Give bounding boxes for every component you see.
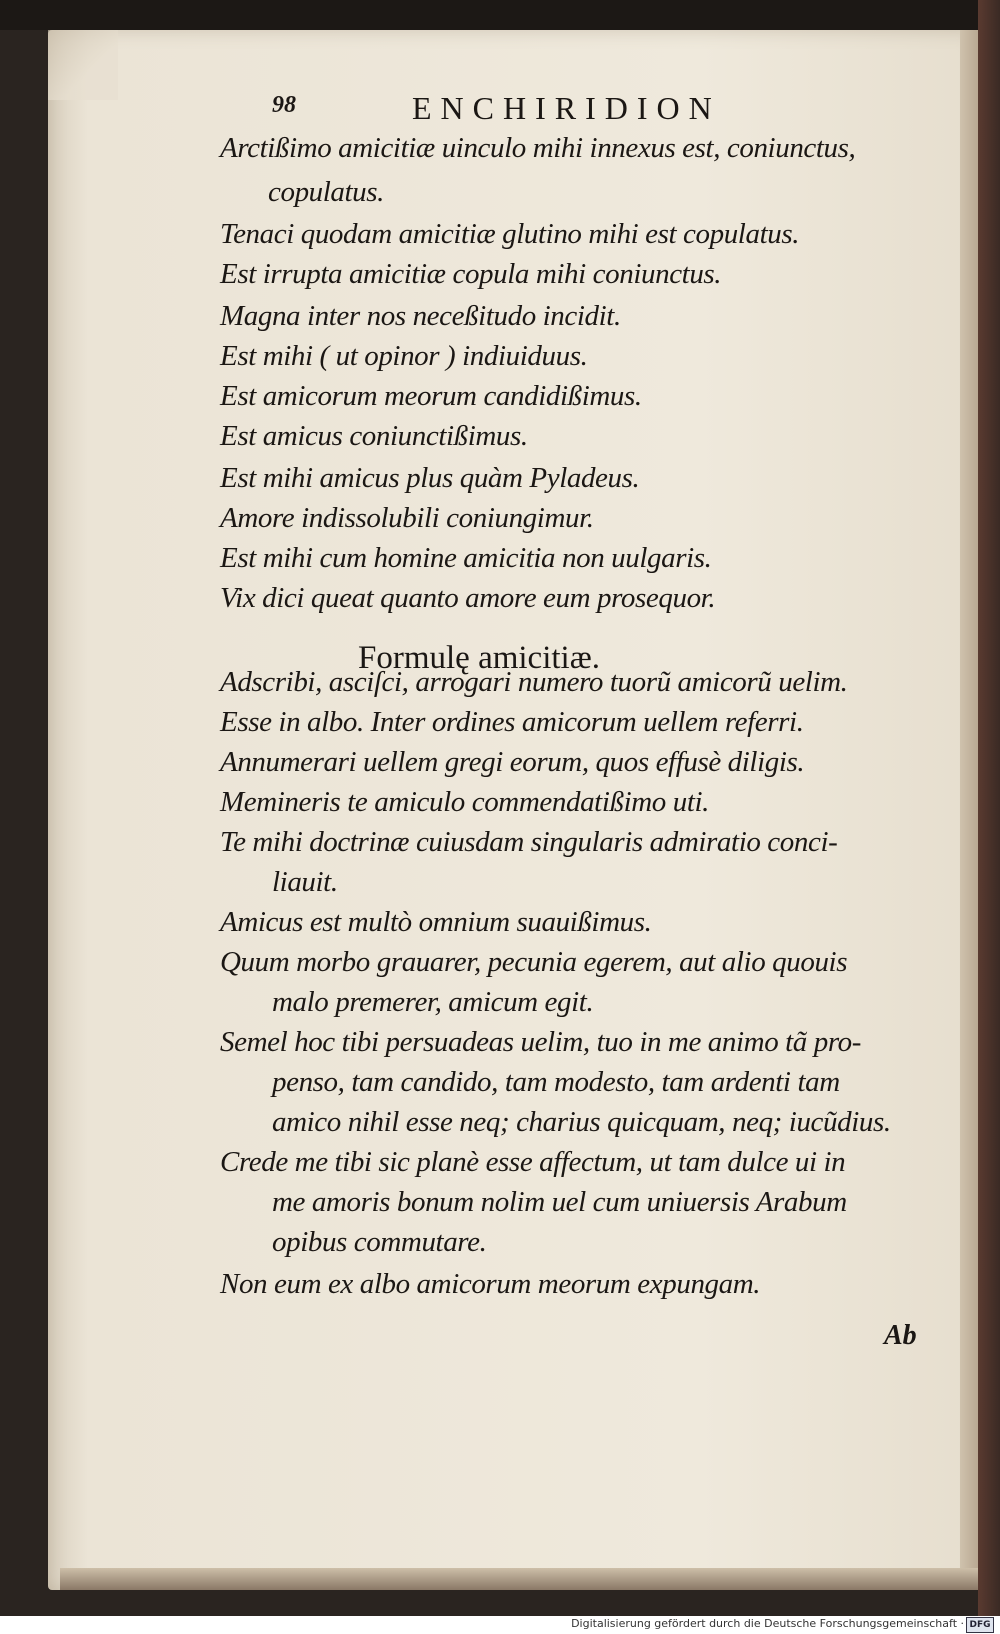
text-line: Est irrupta amicitiæ copula mihi coniunctus. <box>220 258 722 290</box>
text-line: Adscribi, asciſci, arrogari numero tuorũ amicorũ uelim. <box>220 666 848 698</box>
text-line: Arctißimo amicitiæ uinculo mihi innexus est, coniunctus, <box>220 132 856 164</box>
text-line: Amicus est multò omnium suauißimus. <box>220 906 652 938</box>
section-heading: Formulę amicitiæ. <box>358 640 600 676</box>
text-line: Te mihi doctrinæ cuiusdam singularis admiratio conci- <box>220 826 838 858</box>
text-line: opibus commutare. <box>272 1226 487 1258</box>
page-number: 98 <box>272 92 296 118</box>
worn-corner <box>48 30 118 100</box>
text-line: Crede me tibi sic planè esse affectum, ut tam dulce ui in <box>220 1146 846 1178</box>
text-line: Esse in albo. Inter ordines amicorum uellem referri. <box>220 706 804 738</box>
text-line: Memineris te amiculo commendatißimo uti. <box>220 786 709 818</box>
text-line: malo premerer, amicum egit. <box>272 986 594 1018</box>
text-line: Est amicorum meorum candidißimus. <box>220 380 642 412</box>
catchword: Ab <box>884 1320 917 1351</box>
running-head: ENCHIRIDION <box>412 90 721 126</box>
page-header <box>272 90 812 130</box>
text-line: Semel hoc tibi persuadeas uelim, tuo in me animo tã pro- <box>220 1026 862 1058</box>
text-line: Magna inter nos neceßitudo incidit. <box>220 300 621 332</box>
text-line: Est mihi amicus plus quàm Pyladeus. <box>220 462 640 494</box>
scan-background-right <box>978 0 1000 1616</box>
text-line: me amoris bonum nolim uel cum uniuersis Arabum <box>272 1186 847 1218</box>
text-line: copulatus. <box>268 176 385 208</box>
text-line: Tenaci quodam amicitiæ glutino mihi est copulatus. <box>220 218 800 250</box>
text-line: Annumerari uellem gregi eorum, quos effusè diligis. <box>220 746 805 778</box>
text-line: Vix dici queat quanto amore eum prosequor. <box>220 582 716 614</box>
text-line: Non eum ex albo amicorum meorum expungam. <box>220 1268 761 1300</box>
text-line: Amore indissolubili coniungimur. <box>220 502 594 534</box>
text-line: Est mihi cum homine amicitia non uulgaris. <box>220 542 712 574</box>
text-line: penso, tam candido, tam modesto, tam ardenti tam <box>272 1066 840 1098</box>
footer-credit: Digitalisierung gefördert durch die Deutsche Forschungsgemeinschaft · <box>571 1617 964 1630</box>
text-line: liauit. <box>272 866 338 898</box>
text-line: Est mihi ( ut opinor ) indiuiduus. <box>220 340 588 372</box>
text-line: Est amicus coniunctißimus. <box>220 420 528 452</box>
scan-background-top <box>0 0 1000 30</box>
dfg-logo: DFG <box>966 1617 994 1633</box>
text-line: Quum morbo grauarer, pecunia egerem, aut alio quouis <box>220 946 848 978</box>
text-line: amico nihil esse neq; charius quicquam, neq; iucũdius. <box>272 1106 891 1138</box>
page-edge <box>960 30 978 1590</box>
page-bottom-edge <box>60 1568 978 1590</box>
